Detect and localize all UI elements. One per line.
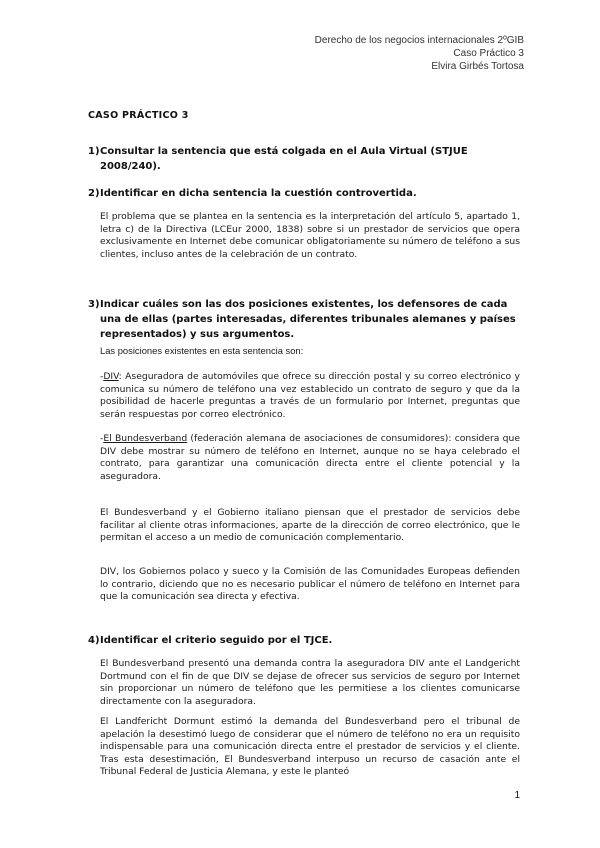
bundesverband-text: (federación alemana de asociaciones de consumidores): considera que DIV debe mostrar su número de teléfono en Internet, aunque no se haya celebrado el contrato, para garantizar una comunicación directa entre el cliente potencial y la aseguradora. <box>100 433 520 482</box>
q3-intro: Las posiciones existentes en esta sentencia son: <box>100 345 304 356</box>
header-case: Caso Práctico 3 <box>453 48 524 59</box>
question-text: Consultar la sentencia que está colgada en el Aula Virtual (STJUE 2008/240). <box>100 146 468 172</box>
question-4 <box>88 633 518 648</box>
q4-paragraph-2: El Landfericht Dormunt estimó la demanda del Bundesverband pero el tribunal de apelación la desestimó luego de considerar que el número de teléfono no era un requisito indispensable para una comunicación directa entre el prestador de servicios y el cliente. Tras esta desestimación, El Bundesverband interpuso un recurso de casación ante el Tribunal Federal de Justicia Alemana, y este le planteó <box>100 716 520 778</box>
question-text: Identificar en dicha sentencia la cuestión controvertida. <box>100 188 417 199</box>
question-number: 3) <box>88 299 100 310</box>
q3-bundesverband-position <box>100 433 520 483</box>
header-course: Derecho de los negocios internacionales 2ºGIB <box>314 35 524 46</box>
question-text: Identificar el criterio seguido por el TJCE. <box>100 635 333 646</box>
dash: - <box>100 371 104 382</box>
div-text: : Aseguradora de automóviles que ofrece su dirección postal y su correo electrónico y comunica su número de teléfono una vez establecido un contrato de seguro y que da la posibilidad de hacerle preguntas a través de un formulario por Internet, preguntas que serán respuestas por correo electrónico. <box>100 371 520 420</box>
q3-div-position <box>100 371 520 421</box>
q3-paragraph-3: El Bundesverband y el Gobierno italiano piensan que el prestador de servicios debe facilitar al cliente otras informaciones, aparte de la dirección de correo electrónico, que le permitan el acceso a un medio de comunicación complementario. <box>100 507 520 544</box>
question-1 <box>88 144 518 174</box>
q4-paragraph-1: El Bundesverband presentó una demanda contra la aseguradora DIV ante el Landgericht Dortmund con el fin de que DIV se dejase de ofrecer sus servicios de seguro por Internet sin proporcionar un número de teléfono que les permitiese a los clientes comunicarse directamente con la aseguradora. <box>100 658 520 707</box>
q2-answer: El problema que se plantea en la sentencia es la interpretación del artículo 5, apartado 1, letra c) de la Directiva (LCEur 2000, 1838) sobre si un prestador de servicios que opera exclusivamente en Internet debe comunicar obligatoriamente su número de teléfono a sus clientes, incluso antes de la celebración de un contrato. <box>100 211 520 260</box>
question-number: 2) <box>88 188 100 199</box>
q3-paragraph-4: DIV, los Gobiernos polaco y sueco y la Comisión de las Comunidades Europeas defienden lo contrario, diciendo que no es necesario publicar el número de teléfono en Internet para que la comunicación sea directa y efectiva. <box>100 566 520 603</box>
question-number: 1) <box>88 146 100 157</box>
question-2 <box>88 186 518 201</box>
question-text: Indicar cuáles son las dos posiciones existentes, los defensores de cada una de ellas (partes interesadas, diferentes tribunales alemanes y países representados) y sus argumentos. <box>100 299 516 340</box>
bundesverband-label: El Bundesverband <box>103 433 188 444</box>
page-title: CASO PRÁCTICO 3 <box>88 110 189 121</box>
document-header <box>315 34 524 73</box>
dash: - <box>100 433 104 444</box>
page-number: 1 <box>514 790 520 801</box>
header-author: Elvira Girbés Tortosa <box>431 61 524 72</box>
question-number: 4) <box>88 635 100 646</box>
div-label: DIV <box>103 371 119 382</box>
question-3 <box>88 297 518 342</box>
